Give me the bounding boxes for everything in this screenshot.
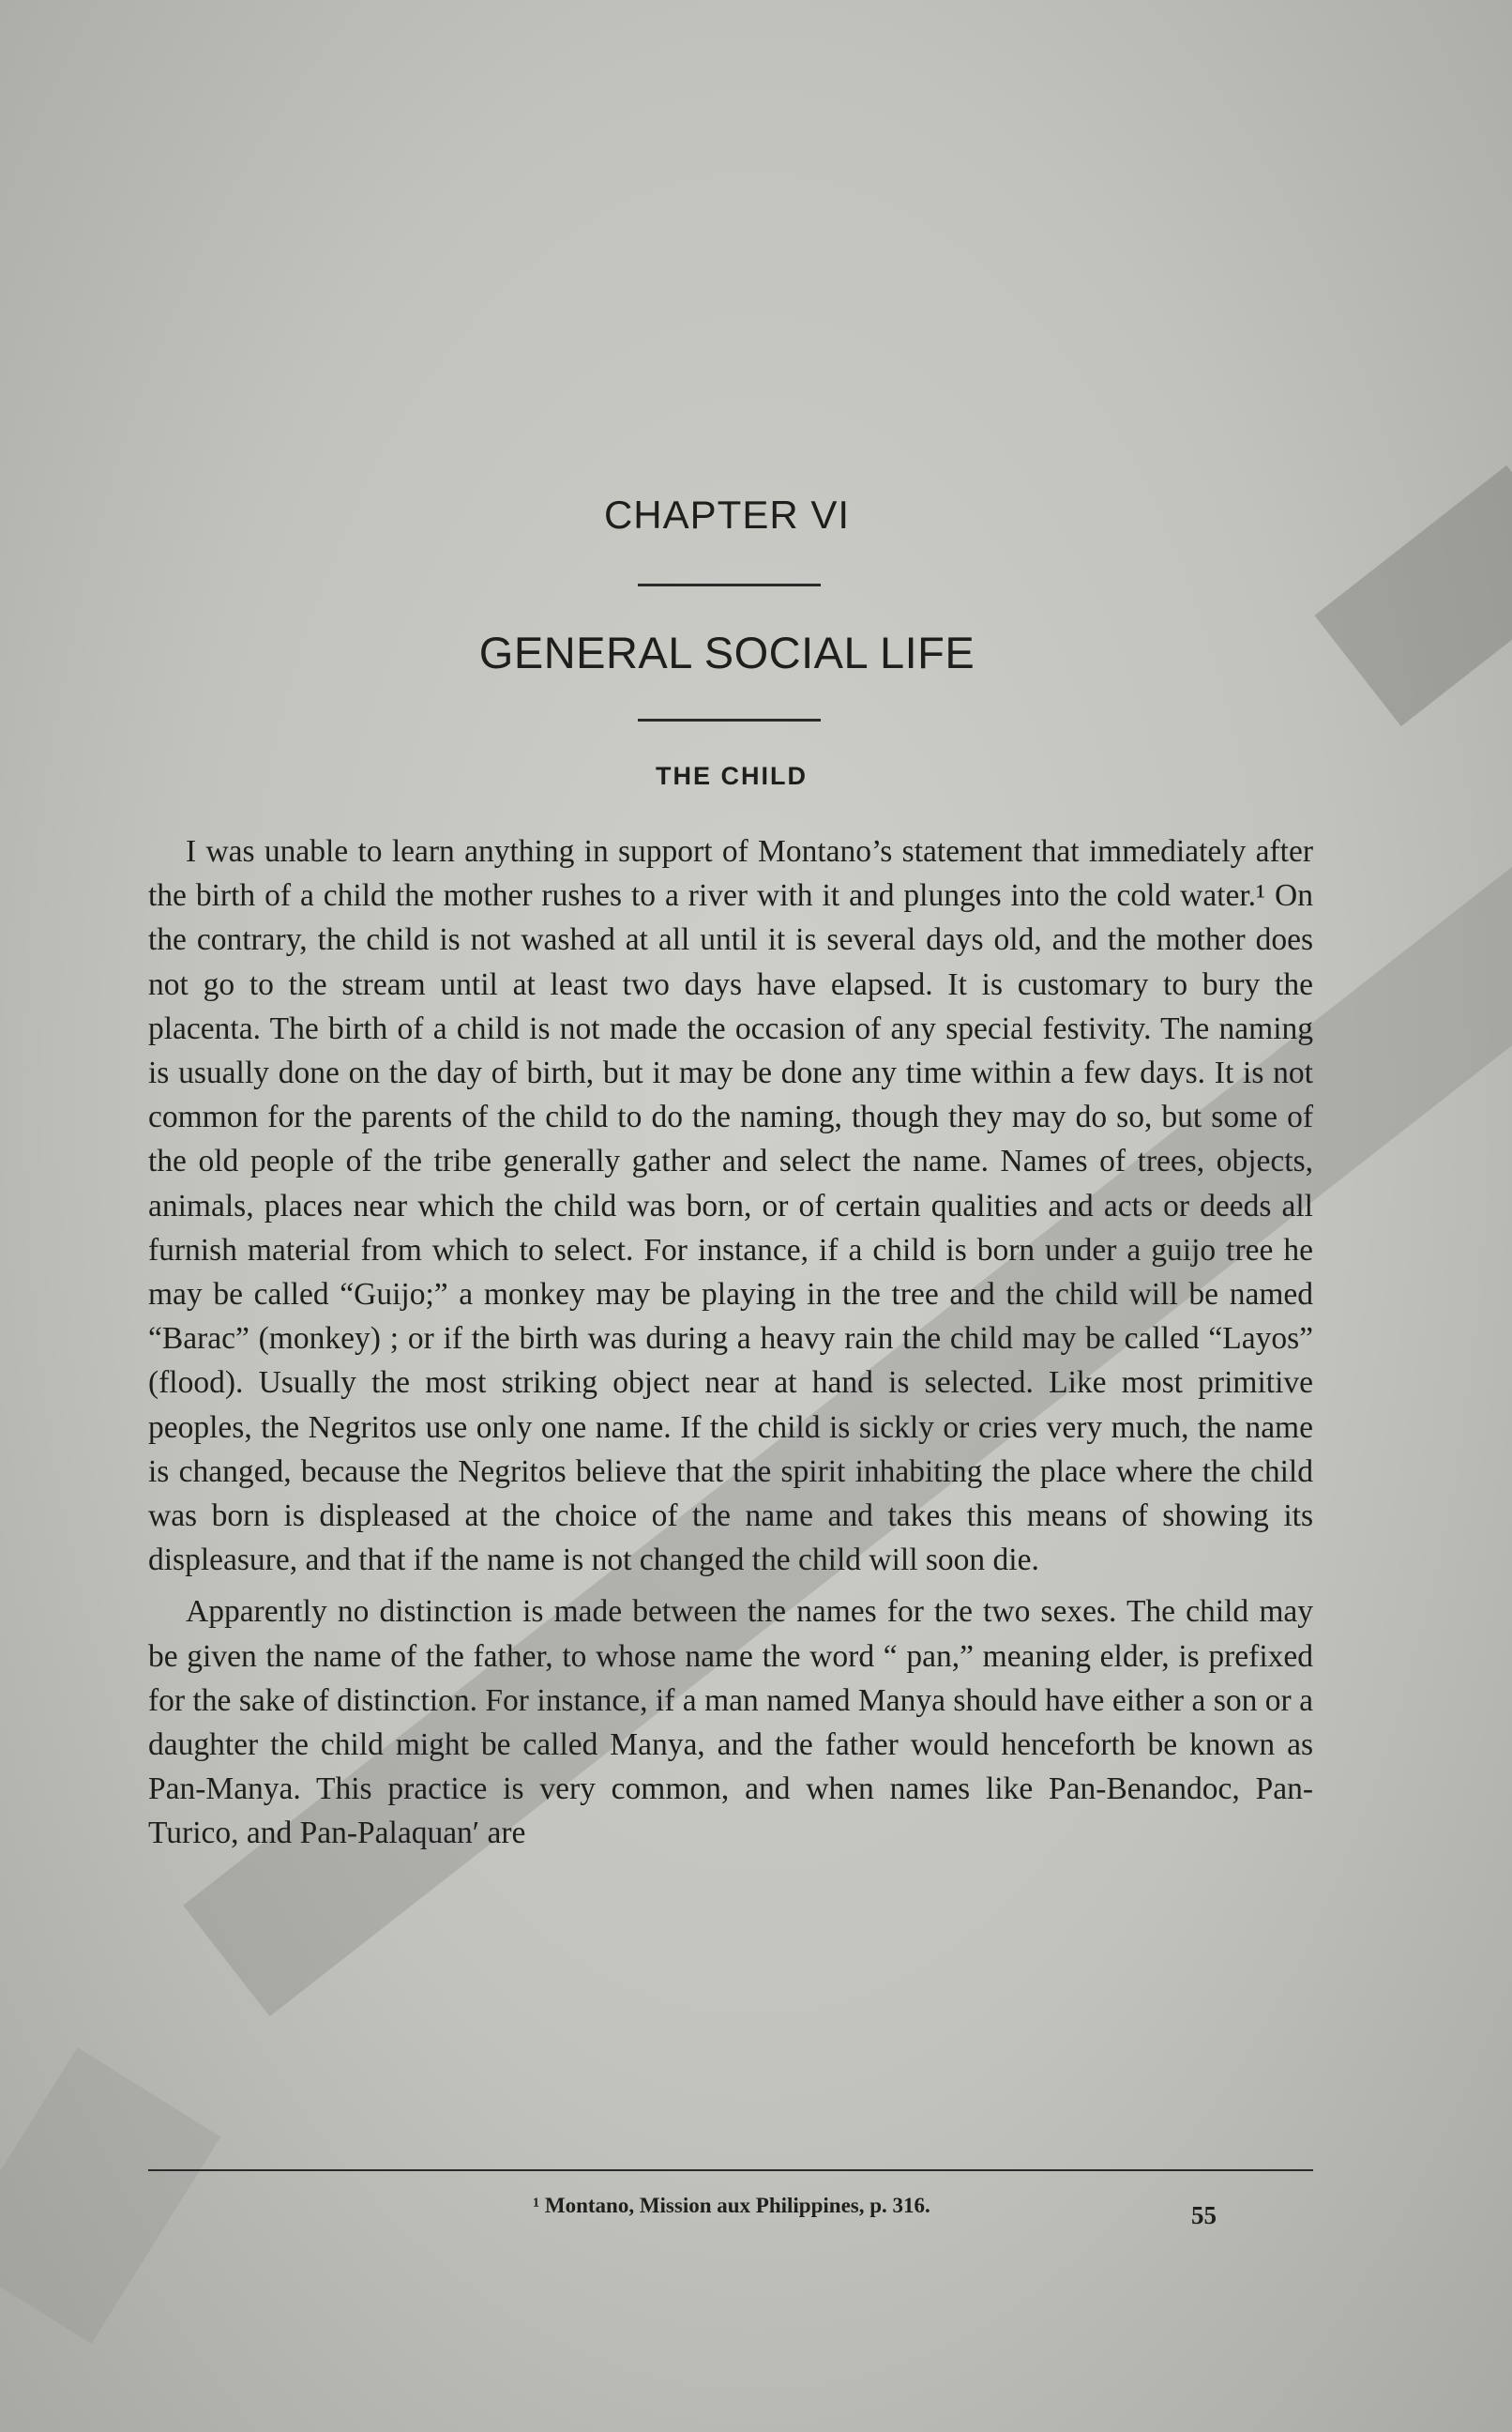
body-text (148, 829, 1313, 1863)
chapter-title: GENERAL SOCIAL LIFE (478, 628, 975, 677)
footnote: ¹ Montano, Mission aux Philippines, p. 316. (533, 2194, 930, 2217)
footnote-rule (148, 2169, 1313, 2171)
heading-rule (638, 719, 821, 722)
section-heading: THE CHILD (656, 762, 808, 790)
paragraph: I was unable to learn anything in support of Montano’s statement that immediately after the birth of a child the mother rushes to a river with it and plunges into the cold water.¹ On the contrary, the child is not washed at all until it is several days old, and the mother does not go to the stream until at least two days have elapsed. It is customary to bury the placenta. The birth of a child is not made the occasion of any special festivity. The naming is usually done on the day of birth, but it may be done any time within a few days. It is not common for the parents of the child to do the naming, though they may do so, but some of the old people of the tribe generally gather and select the name. Names of trees, objects, animals, places near which the child was born, or of certain qualities and acts or deeds all furnish material from which to select. For instance, if a child is born under a guijo tree he may be called “Guijo;” a monkey may be playing in the tree and the child will be named “Barac” (monkey) ; or if the birth was during a heavy rain the child may be called “Layos” (flood). Usually the most striking object near at hand is selected. Like most primitive peoples, the Negritos use only one name. If the child is sickly or cries very much, the name is changed, because the Negritos believe that the spirit inhabiting the place where the child was born is displeased at the choice of the name and takes this means of showing its displeasure, and that if the name is not changed the child will soon die. (148, 834, 1313, 1578)
paragraph: Apparently no distinction is made between the names for the two sexes. The child may be given the name of the father, to whose name the word “ pan,” meaning elder, is prefixed for the sake of distinction. For instance, if a man named Manya should have either a son or a daughter the child might be called Manya, and the father would henceforth be known as Pan-Manya. This practice is very common, and when names like Pan-Benandoc, Pan-Turico, and Pan-Palaquan′ are (148, 1594, 1313, 1851)
chapter-heading: CHAPTER VI (603, 493, 851, 537)
heading-rule (638, 584, 821, 586)
page-number: 55 (1191, 2201, 1217, 2229)
